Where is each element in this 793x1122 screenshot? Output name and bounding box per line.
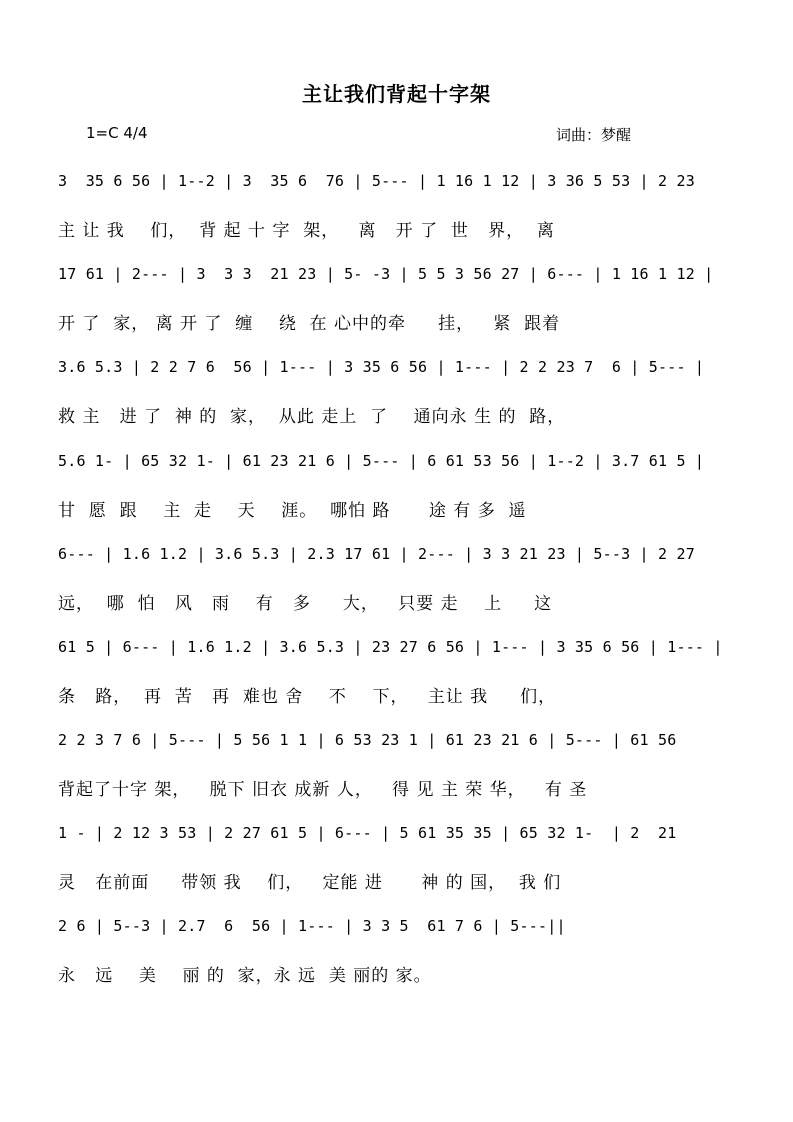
lyric-line-2: 开 了 家， 离 开 了 缠 绕 在 心中的牵 挂， 紧 跟着 — [58, 314, 561, 334]
lyric-line-8: 灵 在前面 带领 我 们， 定能 进 神 的 国， 我 们 — [58, 873, 562, 893]
notation-line-7: 2 2 3 7 6 | 5--- | 5 56 1 1 | 6 53 23 1 | 61 23 21 6 | 5--- | 61 56 — [58, 731, 677, 749]
notation-line-1: 3 35 6 56 | 1--2 | 3 35 6 76 | 5--- | 1 16 1 12 | 3 36 5 53 | 2 23 — [58, 172, 695, 190]
credits: 词曲：梦醒 — [556, 126, 632, 144]
lyric-line-6: 条 路， 再 苦 再 难也 舍 不 下， 主让 我 们， — [58, 687, 557, 707]
lyric-line-1: 主 让 我 们， 背 起 十 字 架， 离 开 了 世 界， 离 — [58, 221, 555, 241]
notation-line-9: 2 6 | 5--3 | 2.7 6 56 | 1--- | 3 3 5 61 7 6 | 5---|| — [58, 917, 566, 935]
notation-line-4: 5.6 1- | 65 32 1- | 61 23 21 6 | 5--- | 6 61 53 56 | 1--2 | 3.7 61 5 | — [58, 452, 705, 470]
notation-line-5: 6--- | 1.6 1.2 | 3.6 5.3 | 2.3 17 61 | 2--- | 3 3 21 23 | 5--3 | 2 27 — [58, 545, 695, 563]
notation-line-2: 17 61 | 2--- | 3 3 3 21 23 | 5- -3 | 5 5 3 56 27 | 6--- | 1 16 1 12 | — [58, 265, 714, 283]
notation-line-8: 1 - | 2 12 3 53 | 2 27 61 5 | 6--- | 5 61 35 35 | 65 32 1- | 2 21 — [58, 824, 677, 842]
lyric-line-7: 背起了十字 架， 脱下 旧衣 成新 人， 得 见 主 荣 华， 有 圣 — [58, 780, 588, 800]
notation-line-3: 3.6 5.3 | 2 2 7 6 56 | 1--- | 3 35 6 56 | 1--- | 2 2 23 7 6 | 5--- | — [58, 358, 705, 376]
lyric-line-9: 永 远 美 丽 的 家，永 远 美 丽的 家。 — [58, 966, 432, 986]
key-signature: 1=C 4/4 — [86, 124, 148, 142]
lyric-line-3: 救 主 进 了 神 的 家， 从此 走上 了 通向永 生 的 路， — [58, 407, 566, 427]
lyric-line-4: 甘 愿 跟 主 走 天 涯。 哪怕 路 途 有 多 遥 — [58, 501, 527, 521]
song-title: 主让我们背起十字架 — [302, 82, 491, 106]
notation-line-6: 61 5 | 6--- | 1.6 1.2 | 3.6 5.3 | 23 27 6 56 | 1--- | 3 35 6 56 | 1--- | — [58, 638, 723, 656]
lyric-line-5: 远， 哪 怕 风 雨 有 多 大， 只要 走 上 这 — [58, 594, 553, 614]
